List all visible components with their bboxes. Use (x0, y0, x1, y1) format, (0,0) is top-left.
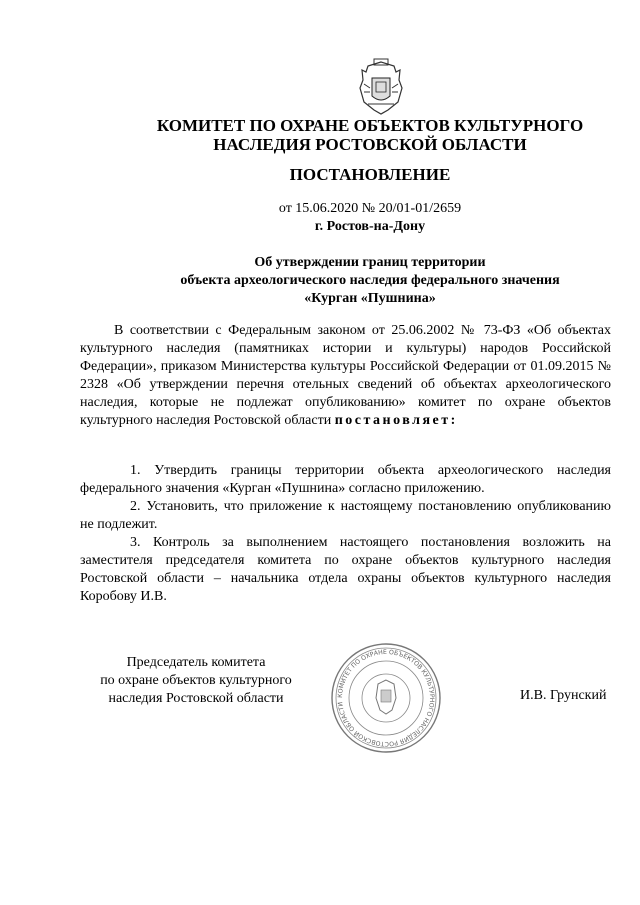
coat-of-arms-icon (356, 58, 406, 116)
official-seal-icon (330, 642, 442, 754)
subject-line3: «Курган «Пушнина» (304, 291, 436, 306)
signatory-title (96, 654, 296, 708)
decree-item-3: 3. Контроль за выполнением настоящего постановления возложить на заместителя председателя комитета по охране объектов культурного наследия Ростовской области – начальника отдела охраны объектов культурного наследия Коробову И.В. (80, 535, 611, 604)
document-subject (100, 254, 640, 308)
signatory-name: И.В. Грунский (520, 688, 607, 703)
preamble-paragraph (80, 322, 611, 430)
document-type: ПОСТАНОВЛЕНИЕ (289, 165, 451, 184)
decree-word: постановляет: (334, 413, 458, 428)
decree-item-2: 2. Установить, что приложение к настоящему постановлению опубликованию не подлежит. (80, 499, 611, 532)
document-city: г. Ростов-на-Дону (314, 219, 426, 234)
seal-text: КОМИТЕТ ПО ОХРАНЕ ОБЪЕКТОВ КУЛЬТУРНОГО НАСЛЕДИЯ РОСТОВСКОЙ ОБЛАСТИ (336, 648, 436, 748)
organization-name (100, 116, 640, 154)
organization-name-line1: КОМИТЕТ ПО ОХРАНЕ ОБЪЕКТОВ КУЛЬТУРНОГО (156, 116, 584, 135)
organization-name-line2: НАСЛЕДИЯ РОСТОВСКОЙ ОБЛАСТИ (213, 135, 527, 154)
signatory-title-line3: наследия Ростовской области (108, 691, 284, 706)
subject-line1: Об утверждении границ территории (254, 255, 486, 270)
preamble-text: В соответствии с Федеральным законом от 25.06.2002 № 73-ФЗ «Об объектах культурного наследия (памятниках истории и культуры) народов Российской Федерации», приказом Министерства культуры Российской Федерации от 01.09.2015 № 2328 «Об утверждении перечня отельных сведений об объектах археологического наследия, которые не подлежат опубликованию» комитет по охране объектов культурного наследия Ростовской области (80, 323, 611, 428)
decree-item-1: 1. Утвердить границы территории объекта археологического наследия федерального значения «Курган «Пушнина» согласно приложению. (80, 463, 611, 496)
subject-line2: объекта археологического наследия федерального значения (180, 273, 560, 288)
signatory-title-line1: Председатель комитета (126, 655, 266, 670)
document-number-date: от 15.06.2020 № 20/01-01/2659 (278, 201, 462, 216)
signatory-title-line2: по охране объектов культурного (100, 673, 292, 688)
